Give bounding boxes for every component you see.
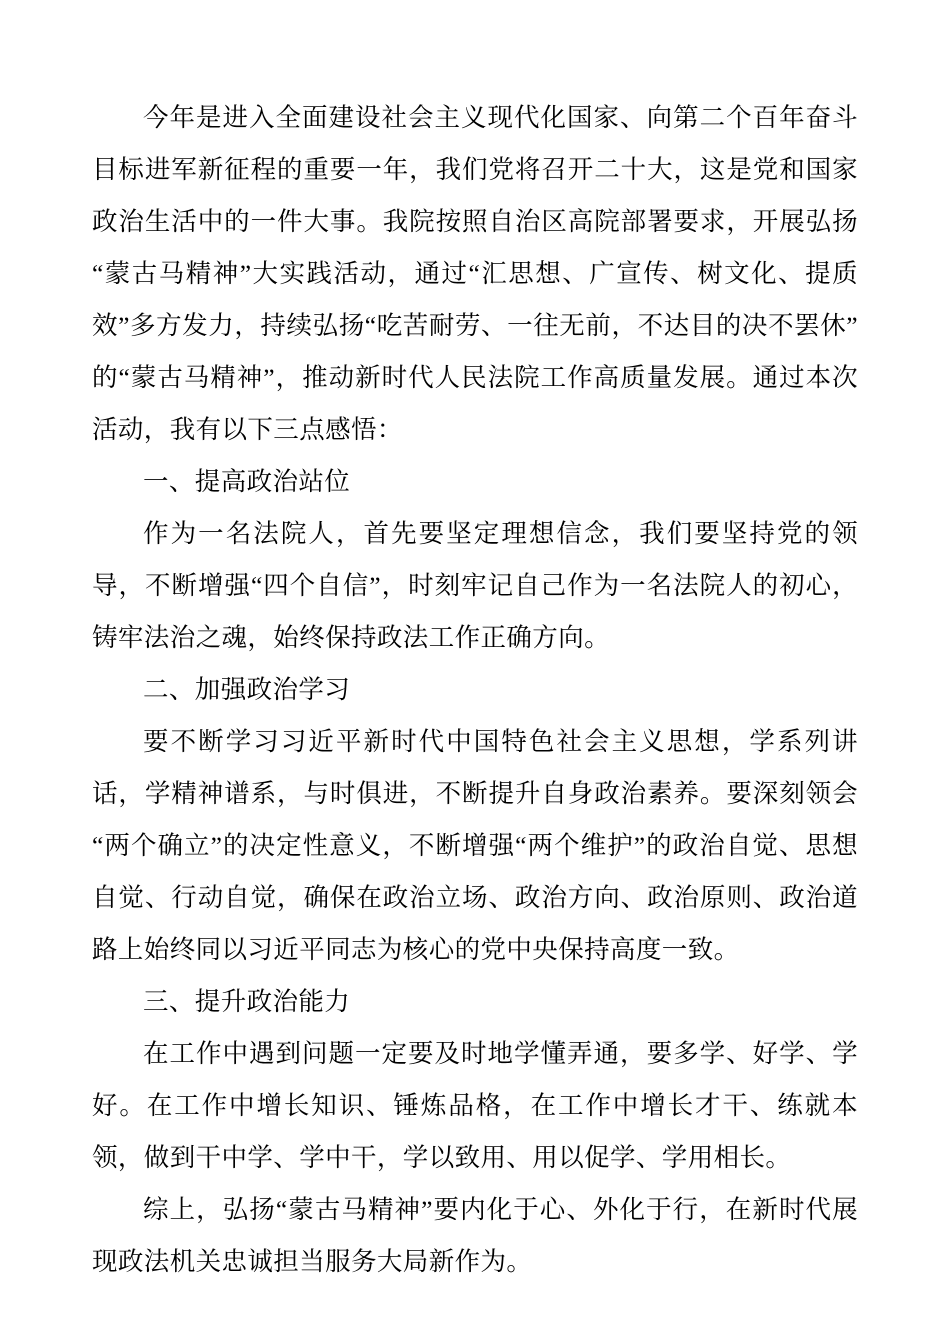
document-body bbox=[92, 92, 858, 1288]
section-heading-3: 三、提升政治能力 bbox=[143, 987, 351, 1016]
paragraph-section-2: 要不断学习习近平新时代中国特色社会主义思想，学系列讲话，学精神谱系，与时俱进，不断提升自身政治素养。要深刻领会“两个确立”的决定性意义，不断增强“两个维护”的政治自觉、思想自觉、行动自觉，确保在政治立场、政治方向、政治原则、政治道路上始终同以习近平同志为核心的党中央保持高度一致。 bbox=[92, 727, 858, 964]
paragraph-conclusion: 综上，弘扬“蒙古马精神”要内化于心、外化于行，在新时代展现政法机关忠诚担当服务大局新作为。 bbox=[92, 1195, 858, 1276]
section-heading-2: 二、加强政治学习 bbox=[143, 675, 351, 704]
paragraph-section-1: 作为一名法院人，首先要坚定理想信念，我们要坚持党的领导，不断增强“四个自信”，时刻牢记自己作为一名法院人的初心，铸牢法治之魂，始终保持政法工作正确方向。 bbox=[92, 519, 858, 652]
paragraph-intro: 今年是进入全面建设社会主义现代化国家、向第二个百年奋斗目标进军新征程的重要一年，我们党将召开二十大，这是党和国家政治生活中的一件大事。我院按照自治区高院部署要求，开展弘扬“蒙古马精神”大实践活动，通过“汇思想、广宣传、树文化、提质效”多方发力，持续弘扬“吃苦耐劳、一往无前，不达目的决不罢休”的“蒙古马精神”，推动新时代人民法院工作高质量发展。通过本次活动，我有以下三点感悟： bbox=[92, 103, 858, 444]
paragraph-section-3: 在工作中遇到问题一定要及时地学懂弄通，要多学、好学、学好。在工作中增长知识、锤炼品格，在工作中增长才干、练就本领，做到干中学、学中干，学以致用、用以促学、学用相长。 bbox=[92, 1039, 858, 1172]
section-heading-1: 一、提高政治站位 bbox=[143, 467, 351, 496]
